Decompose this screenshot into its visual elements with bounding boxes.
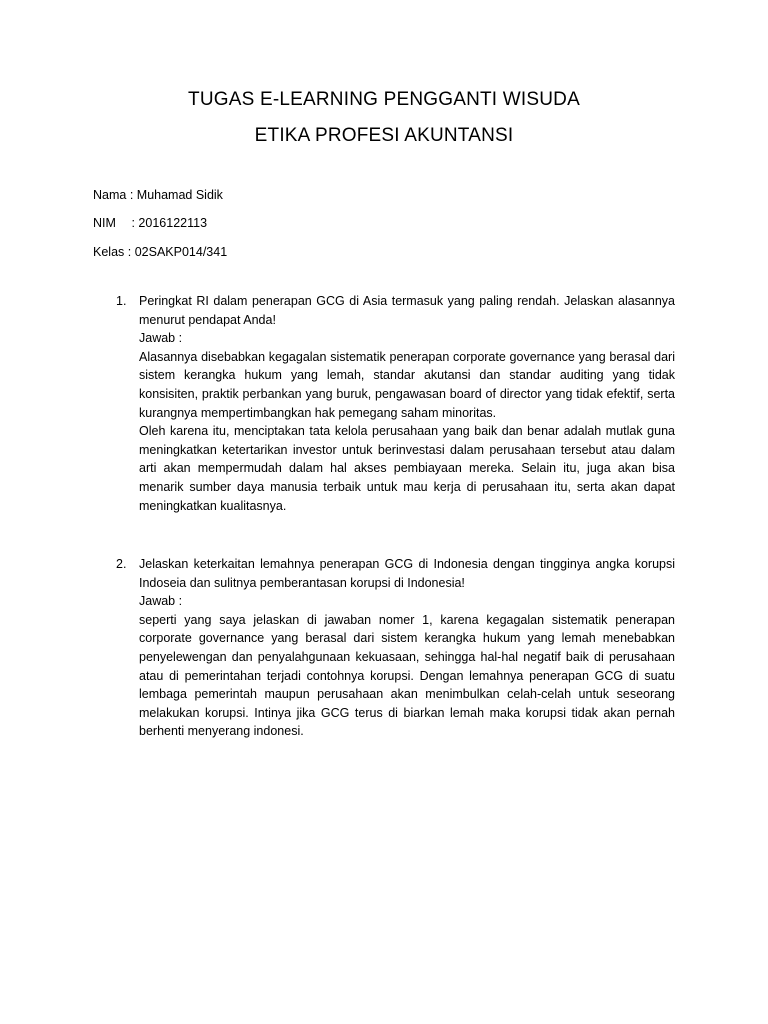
name-label: Nama : (93, 188, 134, 202)
student-nim-line (93, 216, 207, 230)
class-value: : 02SAKP014/341 (127, 245, 228, 259)
nim-value: : 2016122113 (131, 216, 208, 230)
answer-label: Jawab : (139, 594, 183, 609)
question-text: Peringkat RI dalam penerapan GCG di Asia termasuk yang paling rendah. Jelaskan alasannya menurut pendapat Anda! (139, 294, 675, 327)
answer-paragraph: Oleh karena itu, menciptakan tata kelola perusahaan yang baik dan benar adalah mutlak guna meningkatkan ketertarikan investor untuk berinvestasi dalam perusahaan tersebut atau dalam arti akan mempermudah dalam hal akses pembiayaan mereka. Selain itu, juga akan bisa menarik sumber daya manusia terbaik untuk mau kerja di perusahaan itu, serta akan dapat meningkatkan kualitasnya. (139, 424, 675, 513)
question-body (139, 555, 675, 741)
document-subtitle: ETIKA PROFESI AKUNTANSI (254, 125, 514, 146)
student-name-line (93, 188, 223, 202)
student-class-line (93, 245, 227, 259)
question-number: 2. (116, 557, 127, 571)
question-text: Jelaskan keterkaitan lemahnya penerapan GCG di Indonesia dengan tingginya angka korupsi Indoseia dan sulitnya pemberantasan korupsi di Indonesia! (139, 557, 675, 590)
nim-label: NIM (93, 216, 116, 230)
answer-paragraph: Alasannya disebabkan kegagalan sistematik penerapan corporate governance yang berasal dari sistem kerangka hukum yang lemah, standar akutansi dan standar auditing yang tidak konsisiten, praktik perbankan yang buruk, pengawasan board of director yang tidak efektif, serta kurangnya mempertimbangkan hak pemegang saham minoritas. (139, 349, 675, 420)
class-label: Kelas (93, 245, 125, 259)
name-value: Muhamad Sidik (136, 188, 223, 202)
answer-label: Jawab : (139, 331, 183, 346)
answer-paragraph: seperti yang saya jelaskan di jawaban nomer 1, karena kegagalan sistematik penerapan corporate governance yang berasal dari sistem kerangka hukum yang lemah menebabkan penyelewengan dan penyalahgunaan kekuasaan, sehingga hal-hal negatif baik di perusahaan atau di pemerintahan terjadi contohnya korupsi. Dengan lemahnya penerapan GCG di suatu lembaga pemerintah maupun perusahaan akan menimbulkan celah-celah untuk seseorang melakukan korupsi. Intinya jika GCG terus di biarkan lemah maka korupsi tidak akan pernah berhenti menyerang indonesi. (139, 612, 675, 739)
question-number: 1. (116, 294, 127, 308)
question-item (93, 555, 675, 741)
question-item (93, 292, 675, 515)
question-body (139, 292, 675, 515)
document-title: TUGAS E-LEARNING PENGGANTI WISUDA (188, 89, 580, 110)
